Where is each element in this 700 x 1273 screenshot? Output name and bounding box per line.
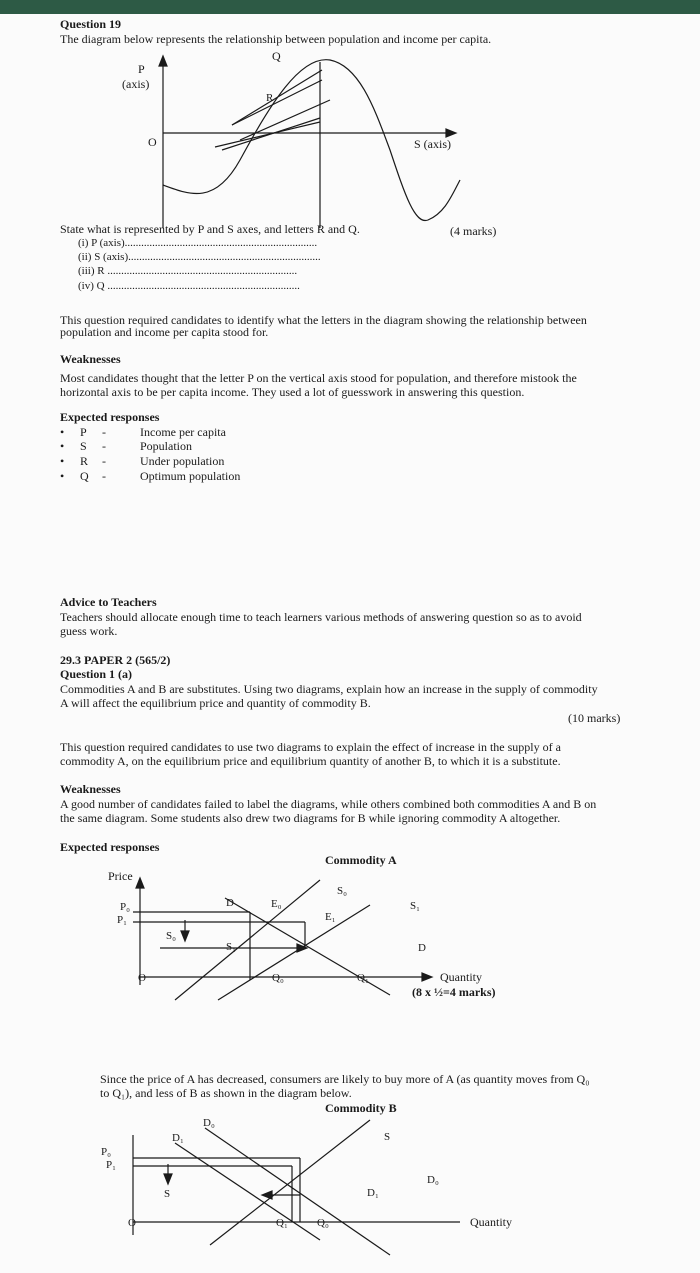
commodity-b-p1: P₁: [106, 1159, 116, 1171]
answer-line-q: (iv) Q ......................................................................: [78, 280, 300, 292]
answer-line-r: (iii) R .....................................................................: [78, 265, 298, 277]
commodity-a-q1: Q₁: [357, 972, 369, 984]
commodity-a-p0: P₀: [120, 901, 130, 913]
question-19-weaknesses-heading: Weaknesses: [60, 352, 121, 366]
paper2-heading: 29.3 PAPER 2 (565/2): [60, 653, 171, 667]
commodity-a-d: D: [418, 942, 426, 954]
diagram-label-r: R: [266, 92, 274, 104]
diagram-label-p-axis: (axis): [122, 77, 150, 91]
answer-line-s-axis: (ii) S (axis)......................................................................: [78, 251, 321, 263]
question-19-expected-heading: Expected responses: [60, 410, 160, 424]
question-19-weaknesses-line-2: horizontal axis to be per capita income. They used a lot of guesswork in answering this question.: [60, 385, 525, 399]
commodity-b-q0: Q₀: [317, 1217, 329, 1229]
commodity-b-quantity: Quantity: [470, 1215, 512, 1229]
diagram-label-p: P: [138, 62, 145, 76]
paper2-weaknesses-line-1: A good number of candidates failed to label the diagrams, while others combined both commodities A and B on: [60, 797, 597, 811]
commodity-a-s1: S₁: [410, 900, 420, 912]
commodity-a-s0-arrow: S₀: [166, 930, 176, 942]
commodity-a-s0: S₀: [337, 885, 347, 897]
commodity-a-d-line: D: [226, 897, 234, 909]
commodity-b-p0: P₀: [101, 1146, 111, 1158]
answer-line-p-axis: (i) P (axis)......................................................................: [78, 237, 318, 249]
paper2-prompt-line-2: A will affect the equilibrium price and quantity of commodity B.: [60, 696, 371, 710]
advice-heading: Advice to Teachers: [60, 595, 157, 609]
commodity-b-origin: O: [128, 1217, 136, 1229]
commodity-a-title: Commodity A: [325, 853, 397, 867]
question-19-heading: Question 19: [60, 17, 122, 31]
commodity-a-price-label: Price: [108, 869, 133, 883]
question-19-comment-line-1: This question required candidates to identify what the letters in the diagram showing the relationship between: [60, 313, 587, 327]
commodity-a-origin: O: [138, 972, 146, 984]
diagram-label-s-axis: S (axis): [414, 137, 451, 151]
commodity-a-marks: (8 x ½=4 marks): [412, 985, 496, 999]
paper2-expected-heading: Expected responses: [60, 840, 160, 854]
commodity-b-d1-top: D₁: [172, 1132, 184, 1144]
paper2-question: Question 1 (a): [60, 667, 132, 681]
commodity-b-d0: D₀: [427, 1174, 439, 1186]
bridge-line-2: to Q₁), and less of B as shown in the diagram below.: [100, 1086, 352, 1100]
question-19-weaknesses-line-1: Most candidates thought that the letter P on the vertical axis stood for population, and therefore mistook the: [60, 371, 577, 385]
paper2-prompt-line-1: Commodities A and B are substitutes. Using two diagrams, explain how an increase in the supply of commodity: [60, 682, 598, 696]
paper2-comment-line-1: This question required candidates to use two diagrams to explain the effect of increase in the supply of a: [60, 740, 561, 754]
advice-line-2: guess work.: [60, 624, 118, 638]
commodity-a-e1: E₁: [325, 911, 336, 923]
question-19-instruction: State what is represented by P and S axes, and letters R and Q.: [60, 222, 360, 236]
commodity-b-s-arrow: S: [164, 1188, 171, 1200]
commodity-b-d0-top: D₀: [203, 1117, 215, 1129]
diagram-label-q: Q: [272, 49, 281, 63]
commodity-b-d1: D₁: [367, 1187, 379, 1199]
paper2-comment-line-2: commodity A, on the equilibrium price and equilibrium quantity of another B, to which it is a substitute.: [60, 754, 561, 768]
commodity-a-e0: E₀: [271, 898, 282, 910]
paper2-marks: (10 marks): [568, 711, 621, 725]
question-19-marks: (4 marks): [450, 224, 497, 238]
question-19-intro: The diagram below represents the relationship between population and income per capita.: [60, 32, 492, 46]
commodity-a-quantity: Quantity: [440, 970, 482, 984]
commodity-b-q1: Q₁: [276, 1217, 288, 1229]
commodity-a-q0: Q₀: [272, 972, 284, 984]
paper2-weaknesses-heading: Weaknesses: [60, 782, 121, 796]
diagram-label-origin: O: [148, 135, 157, 149]
commodity-a-s1-mid: S₁: [226, 941, 236, 953]
paper2-weaknesses-line-2: the same diagram. Some students also drew two diagrams for B while ignoring commodity A altogether.: [60, 811, 561, 825]
advice-line-1: Teachers should allocate enough time to teach learners various methods of answering question so as to avoid: [60, 610, 582, 624]
commodity-a-p1: P₁: [117, 914, 127, 926]
commodity-b-s-line: S: [384, 1131, 391, 1143]
bridge-line-1: Since the price of A has decreased, consumers are likely to buy more of A (as quantity moves from Q₀: [100, 1072, 590, 1086]
question-19-comment-line-2: population and income per capita stood for.: [60, 325, 269, 339]
commodity-b-title: Commodity B: [325, 1101, 397, 1115]
